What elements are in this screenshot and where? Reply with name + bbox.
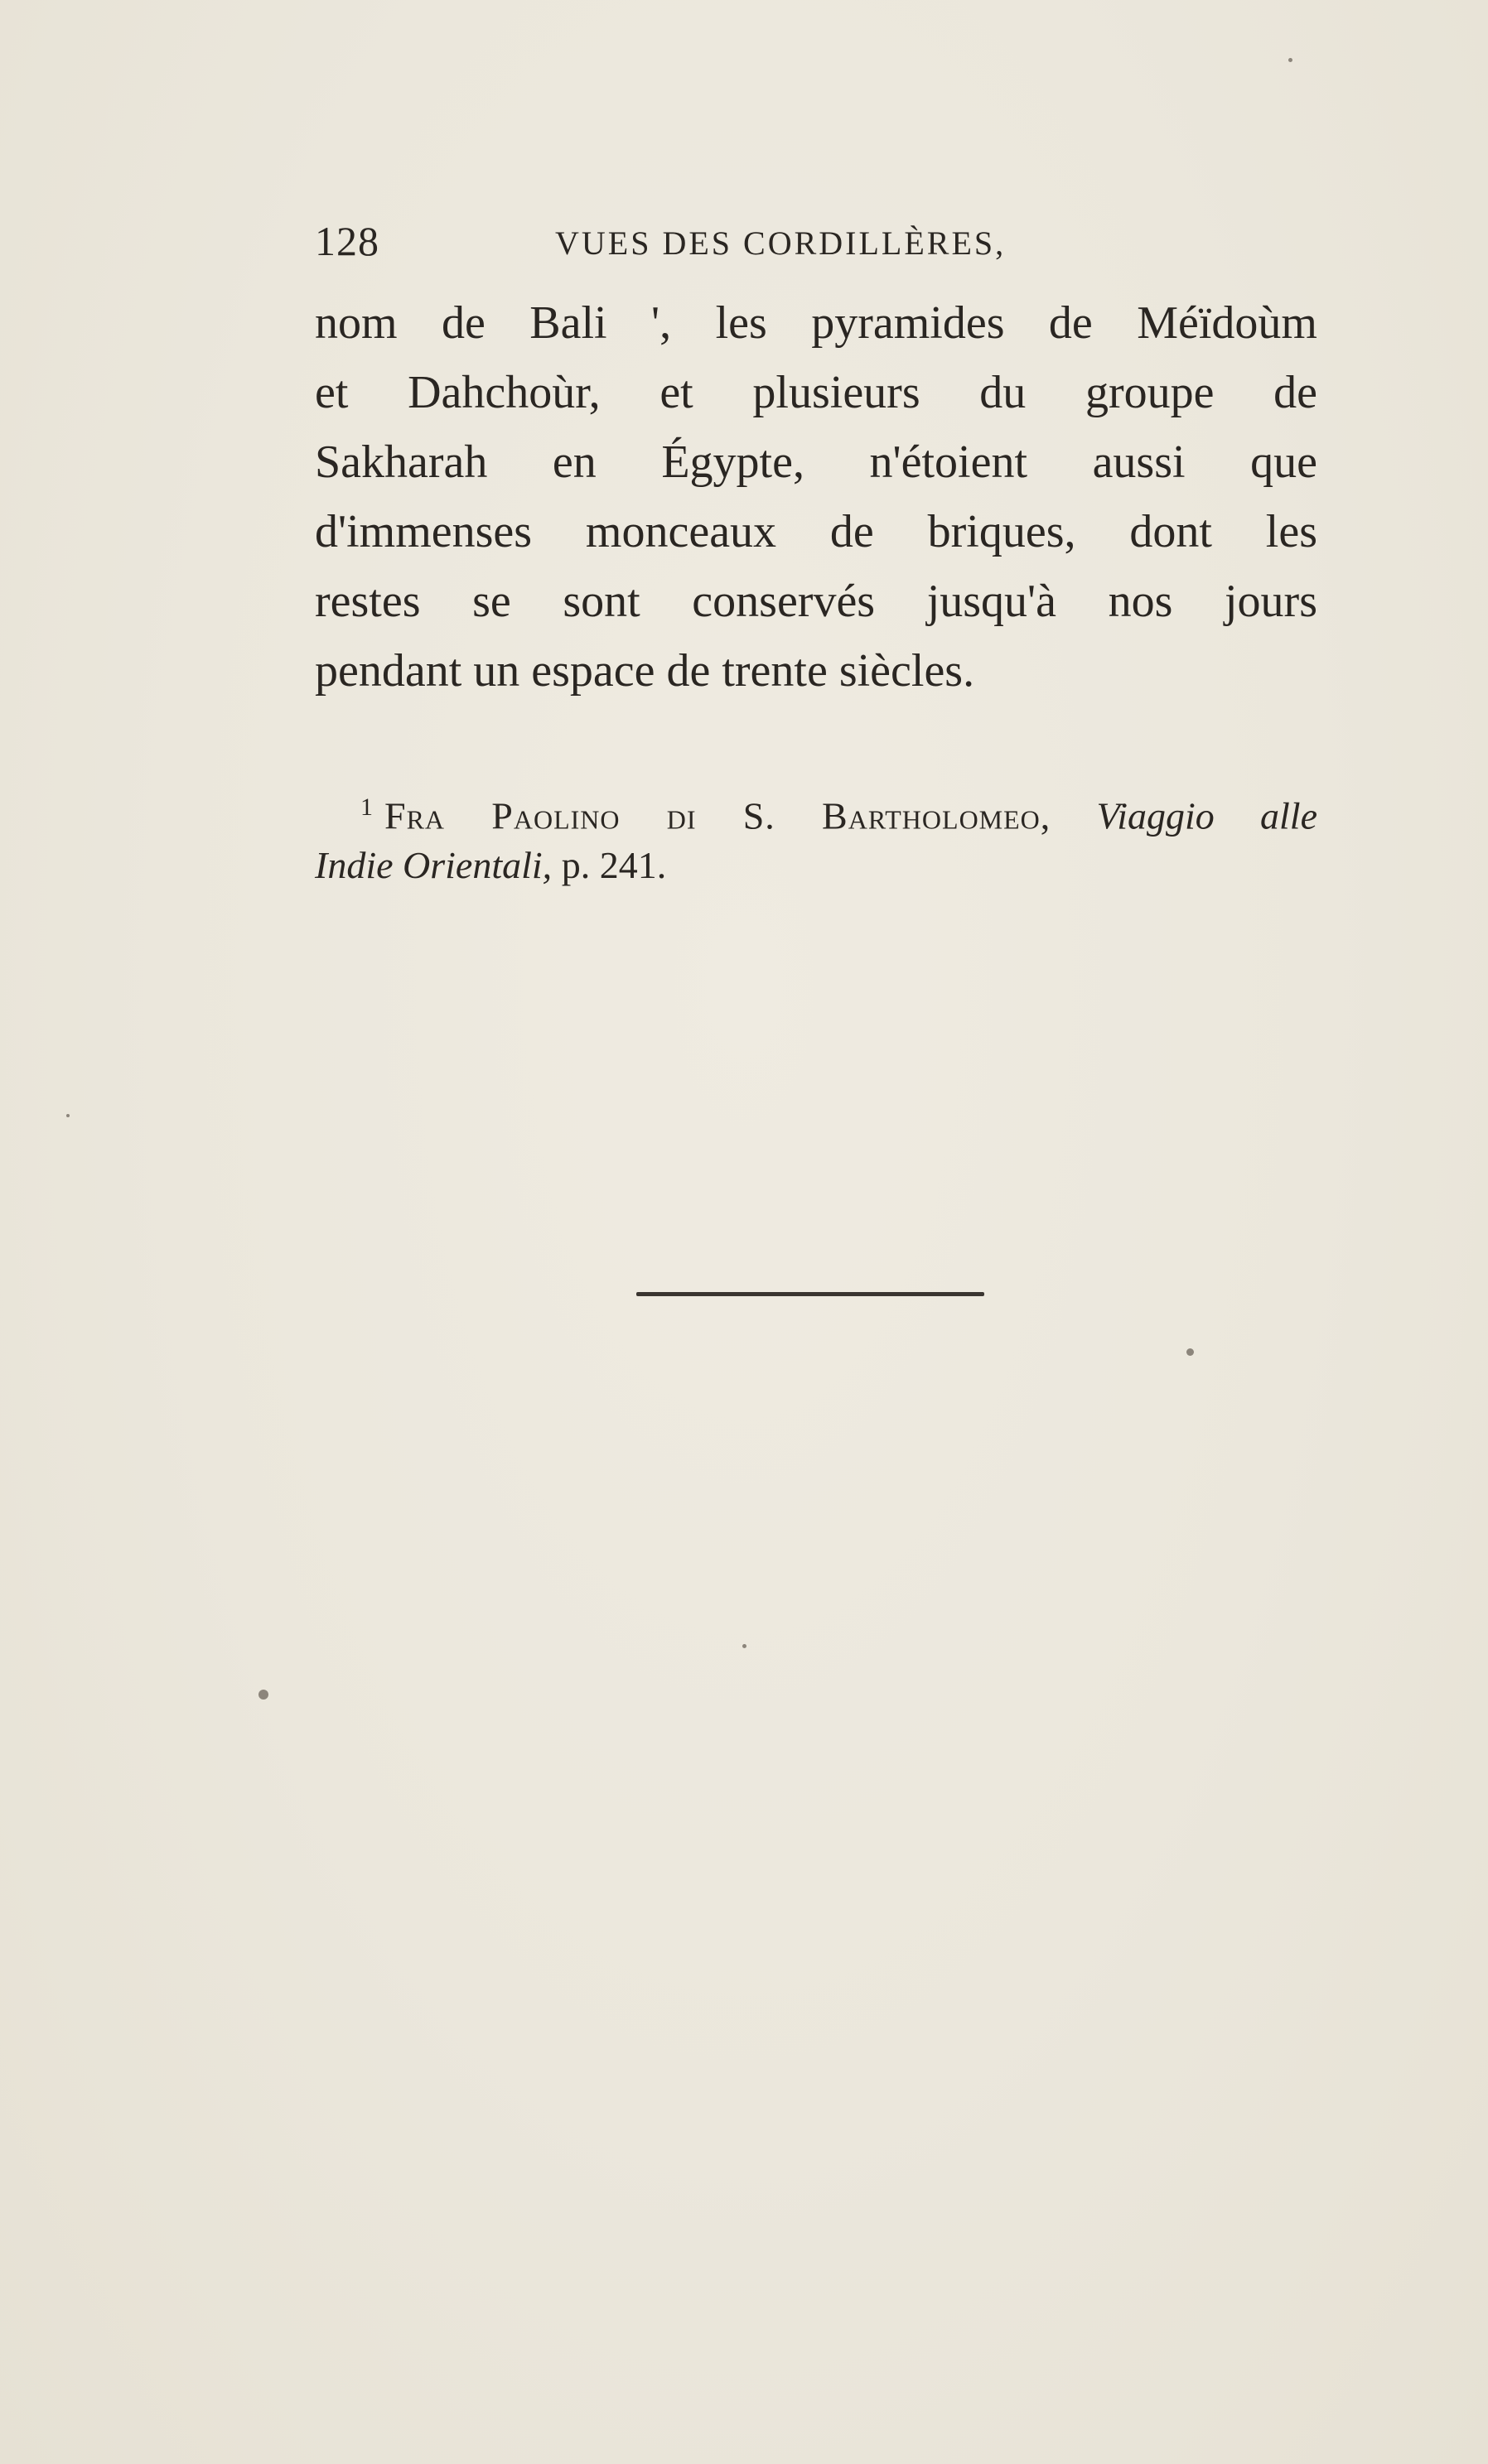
- footnote-line: [315, 779, 1317, 837]
- paper-speck: [1288, 58, 1292, 62]
- page-header: [315, 217, 1143, 267]
- paper-speck: [258, 1690, 268, 1700]
- footnote: [315, 779, 1317, 894]
- body-line: nom de Bali ', les pyramides de Méïdoùm: [315, 297, 1317, 349]
- end-rule: [636, 1292, 984, 1296]
- body-line: pendant un espace de trente siècles.: [315, 645, 975, 697]
- running-title: VUES DES CORDILLÈRES,: [555, 224, 1007, 262]
- paper-speck: [66, 1114, 70, 1117]
- body-paragraph: [315, 288, 1317, 706]
- body-line: et Dahchoùr, et plusieurs du groupe de: [315, 367, 1317, 418]
- footnote-line: [315, 837, 1317, 894]
- footnote-page-ref: p. 241.: [561, 844, 667, 886]
- page-number: 128: [315, 218, 379, 264]
- body-line: restes se sont conservés jusqu'à nos jours: [315, 576, 1317, 627]
- footnote-title-part1: Viaggio alle: [1096, 794, 1317, 837]
- footnote-title-part2: Indie Orientali,: [315, 844, 553, 886]
- footnote-author: Fra Paolino di S. Bartholomeo,: [384, 794, 1051, 837]
- paper-speck: [742, 1644, 746, 1648]
- body-line: d'immenses monceaux de briques, dont les: [315, 506, 1317, 557]
- footnote-mark: 1: [360, 793, 373, 821]
- paper-speck: [1186, 1348, 1194, 1356]
- body-line: Sakharah en Égypte, n'étoient aussi que: [315, 436, 1317, 488]
